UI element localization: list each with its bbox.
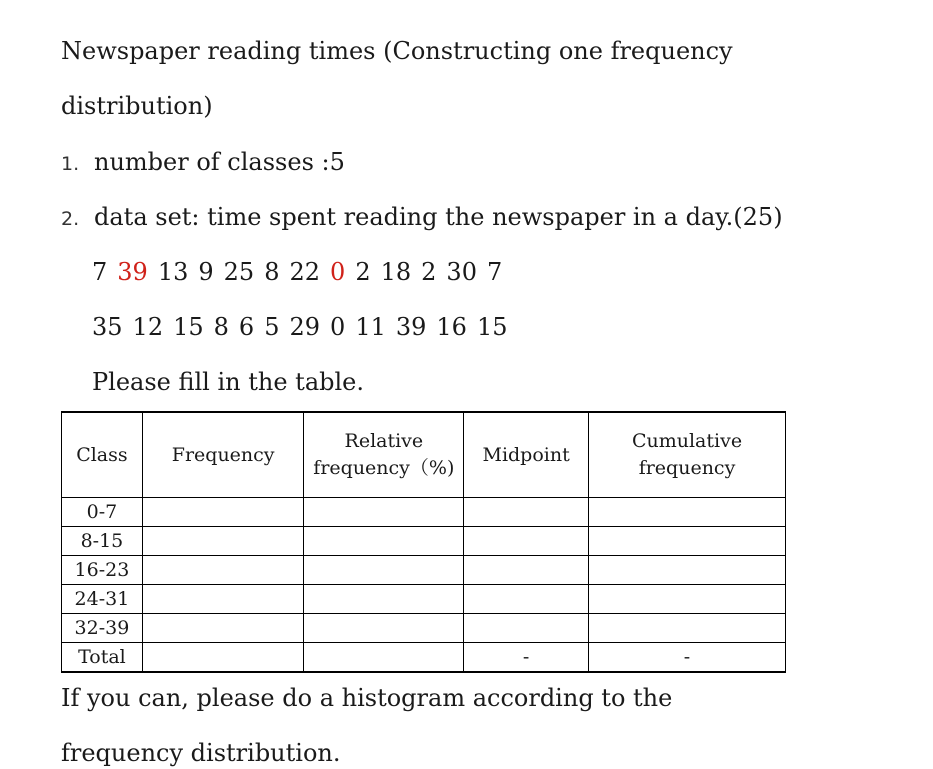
midpoint-total-cell: -	[464, 643, 589, 673]
frequency-total-cell[interactable]	[142, 643, 304, 673]
footer-line-2: frequency distribution.	[61, 739, 341, 767]
header-cumulative-frequency	[589, 412, 786, 498]
data-value: 7	[92, 258, 108, 286]
cumulative-frequency-cell[interactable]	[589, 614, 786, 643]
data-value: 5	[264, 313, 280, 341]
header-relative-frequency-text: Relative frequency（%)	[313, 430, 455, 479]
list-item-classes	[61, 147, 345, 179]
title-line-1: Newspaper reading times (Constructing one frequency	[61, 37, 733, 65]
instruction-text: Please fill in the table.	[92, 368, 364, 396]
class-cell: 24-31	[62, 585, 143, 614]
table-row	[62, 585, 786, 614]
data-value: 18	[380, 258, 412, 286]
data-value: 11	[355, 313, 386, 341]
data-value: 8	[213, 313, 229, 341]
data-value: 15	[476, 313, 508, 341]
data-value: 25	[223, 258, 255, 286]
data-value: 0	[330, 258, 346, 286]
data-value: 22	[289, 258, 321, 286]
list-item-text: number of classes :5	[94, 148, 345, 176]
midpoint-cell[interactable]	[464, 585, 589, 614]
data-values-row-2	[92, 312, 518, 342]
class-cell: 0-7	[62, 498, 143, 527]
data-value: 8	[264, 258, 280, 286]
data-values-row-1	[92, 257, 512, 287]
table-header-row	[62, 412, 786, 498]
data-value: 6	[238, 313, 255, 341]
cumulative-frequency-total-cell: -	[589, 643, 786, 673]
frequency-cell[interactable]	[142, 527, 304, 556]
class-cell: 16-23	[62, 556, 143, 585]
list-item-data-set	[61, 202, 783, 234]
table-row	[62, 614, 786, 643]
list-item-text: data set: time spent reading the newspaper in a day.(25)	[94, 203, 783, 231]
footer-line-1: If you can, please do a histogram according to the	[61, 684, 673, 712]
data-value: 30	[446, 258, 477, 286]
relative-frequency-cell[interactable]	[304, 498, 464, 527]
cumulative-frequency-cell[interactable]	[589, 527, 786, 556]
table-row	[62, 498, 786, 527]
header-relative-frequency	[304, 412, 464, 498]
title-line-2: distribution)	[61, 92, 213, 120]
relative-frequency-cell[interactable]	[304, 614, 464, 643]
table-total-row	[62, 643, 786, 673]
header-cumulative-frequency-text: Cumulative frequency	[631, 430, 743, 479]
cumulative-frequency-cell[interactable]	[589, 585, 786, 614]
data-value: 2	[355, 258, 371, 286]
frequency-cell[interactable]	[142, 614, 304, 643]
data-value: 15	[173, 313, 204, 341]
data-value: 7	[486, 258, 503, 286]
relative-frequency-cell[interactable]	[304, 556, 464, 585]
data-value: 0	[330, 313, 346, 341]
cumulative-frequency-cell[interactable]	[589, 556, 786, 585]
header-midpoint: Midpoint	[464, 412, 589, 498]
list-number: 1.	[61, 153, 80, 175]
header-class: Class	[62, 412, 143, 498]
relative-frequency-total-cell[interactable]	[304, 643, 464, 673]
data-value: 9	[198, 258, 214, 286]
table-row	[62, 527, 786, 556]
class-cell: 32-39	[62, 614, 143, 643]
header-frequency: Frequency	[142, 412, 304, 498]
midpoint-cell[interactable]	[464, 527, 589, 556]
data-value: 35	[92, 313, 123, 341]
data-value: 2	[421, 258, 437, 286]
cumulative-frequency-cell[interactable]	[589, 498, 786, 527]
data-value: 12	[132, 313, 164, 341]
table-row	[62, 556, 786, 585]
data-value: 39	[395, 313, 427, 341]
frequency-cell[interactable]	[142, 556, 304, 585]
data-value: 13	[157, 258, 189, 286]
list-number: 2.	[61, 208, 80, 230]
data-value: 16	[436, 313, 467, 341]
midpoint-cell[interactable]	[464, 556, 589, 585]
midpoint-cell[interactable]	[464, 498, 589, 527]
relative-frequency-cell[interactable]	[304, 585, 464, 614]
class-cell: 8-15	[62, 527, 143, 556]
frequency-cell[interactable]	[142, 585, 304, 614]
frequency-table	[61, 411, 786, 673]
data-value: 39	[117, 258, 148, 286]
frequency-cell[interactable]	[142, 498, 304, 527]
relative-frequency-cell[interactable]	[304, 527, 464, 556]
data-value: 29	[289, 313, 321, 341]
midpoint-cell[interactable]	[464, 614, 589, 643]
class-cell-total: Total	[62, 643, 143, 673]
